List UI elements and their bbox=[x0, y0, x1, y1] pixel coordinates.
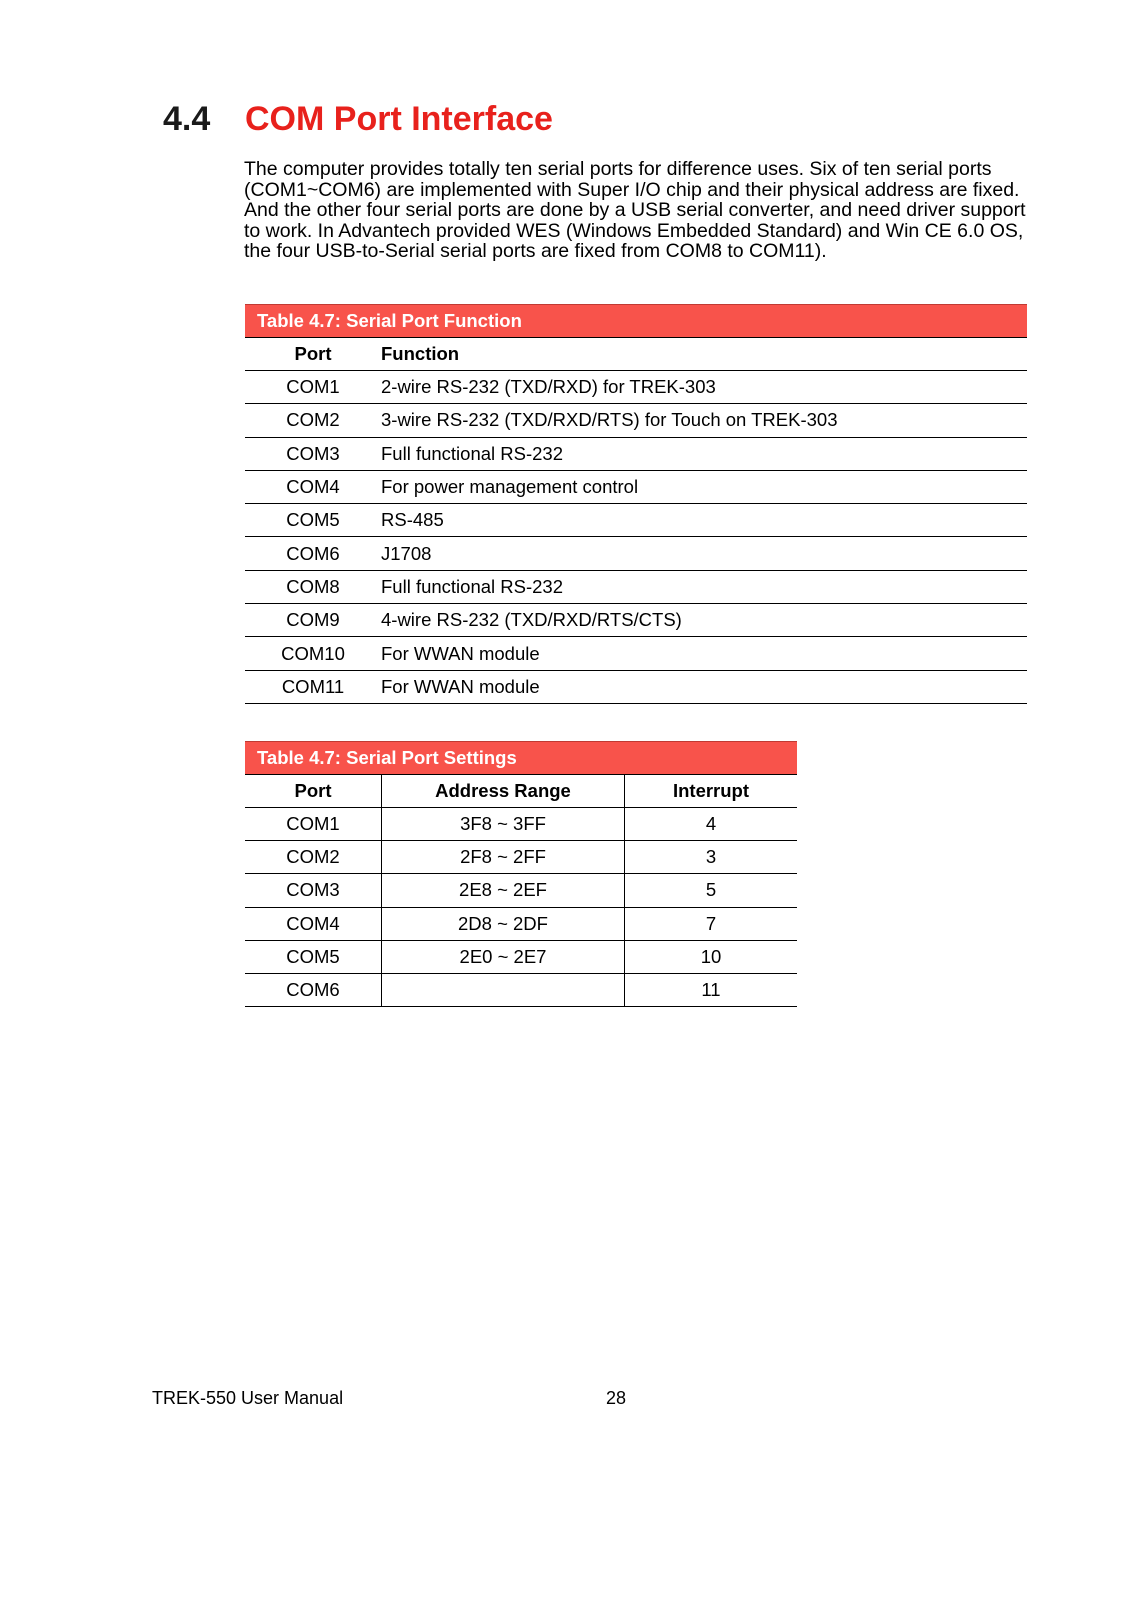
port-cell: COM6 bbox=[245, 537, 381, 570]
column-header-port: Port bbox=[245, 775, 382, 808]
port-cell: COM9 bbox=[245, 604, 381, 637]
interrupt-cell: 10 bbox=[625, 940, 798, 973]
intro-paragraph: The computer provides totally ten serial ports for difference uses. Six of ten serial ports (COM1~COM6) are implemented with Super I/O chip and their physical address are fixed. And the other four serial ports are done by a USB serial converter, and need driver support to work. In Advantech provided WES (Windows Embedded Standard) and Win CE 6.0 OS, the four USB-to-Serial serial ports are fixed from COM8 to COM11). bbox=[244, 158, 1026, 263]
port-cell: COM5 bbox=[245, 940, 382, 973]
table-row bbox=[245, 504, 1027, 537]
address-range-cell: 3F8 ~ 3FF bbox=[382, 808, 625, 841]
address-range-cell bbox=[382, 973, 625, 1006]
address-range-cell: 2E0 ~ 2E7 bbox=[382, 940, 625, 973]
port-cell: COM8 bbox=[245, 570, 381, 603]
address-range-cell: 2F8 ~ 2FF bbox=[382, 841, 625, 874]
interrupt-cell: 4 bbox=[625, 808, 798, 841]
column-header-interrupt: Interrupt bbox=[625, 775, 798, 808]
port-cell: COM3 bbox=[245, 874, 382, 907]
port-cell: COM11 bbox=[245, 670, 381, 703]
section-heading bbox=[163, 100, 553, 139]
table-row bbox=[245, 470, 1027, 503]
function-cell: Full functional RS-232 bbox=[381, 437, 1027, 470]
table-row bbox=[245, 371, 1027, 404]
table-row bbox=[245, 907, 797, 940]
function-cell: For power management control bbox=[381, 470, 1027, 503]
table-row bbox=[245, 404, 1027, 437]
function-cell: For WWAN module bbox=[381, 637, 1027, 670]
table-row bbox=[245, 940, 797, 973]
port-cell: COM5 bbox=[245, 504, 381, 537]
table-caption: Table 4.7: Serial Port Function bbox=[245, 305, 1027, 338]
function-cell: 2-wire RS-232 (TXD/RXD) for TREK-303 bbox=[381, 371, 1027, 404]
column-header-port: Port bbox=[245, 338, 381, 371]
table-row bbox=[245, 604, 1027, 637]
port-cell: COM3 bbox=[245, 437, 381, 470]
function-cell: For WWAN module bbox=[381, 670, 1027, 703]
footer-page-number: 28 bbox=[606, 1388, 627, 1408]
section-title: COM Port Interface bbox=[245, 100, 553, 138]
address-range-cell: 2E8 ~ 2EF bbox=[382, 874, 625, 907]
column-header-address-range: Address Range bbox=[382, 775, 625, 808]
table-row bbox=[245, 537, 1027, 570]
port-cell: COM4 bbox=[245, 470, 381, 503]
function-cell: J1708 bbox=[381, 537, 1027, 570]
function-cell: RS-485 bbox=[381, 504, 1027, 537]
address-range-cell: 2D8 ~ 2DF bbox=[382, 907, 625, 940]
interrupt-cell: 3 bbox=[625, 841, 798, 874]
table-row bbox=[245, 570, 1027, 603]
interrupt-cell: 7 bbox=[625, 907, 798, 940]
function-cell: 4-wire RS-232 (TXD/RXD/RTS/CTS) bbox=[381, 604, 1027, 637]
table-row bbox=[245, 637, 1027, 670]
table-row bbox=[245, 670, 1027, 703]
port-cell: COM4 bbox=[245, 907, 382, 940]
table-row bbox=[245, 973, 797, 1006]
interrupt-cell: 5 bbox=[625, 874, 798, 907]
port-cell: COM1 bbox=[245, 808, 382, 841]
port-cell: COM2 bbox=[245, 404, 381, 437]
table-row bbox=[245, 437, 1027, 470]
port-cell: COM1 bbox=[245, 371, 381, 404]
footer-manual-title: TREK-550 User Manual bbox=[152, 1388, 344, 1408]
section-number: 4.4 bbox=[163, 100, 211, 138]
table-row bbox=[245, 808, 797, 841]
interrupt-cell: 11 bbox=[625, 973, 798, 1006]
port-cell: COM2 bbox=[245, 841, 382, 874]
port-cell: COM10 bbox=[245, 637, 381, 670]
column-header-function: Function bbox=[381, 338, 1027, 371]
serial-port-function-table bbox=[245, 304, 1027, 704]
function-cell: 3-wire RS-232 (TXD/RXD/RTS) for Touch on TREK-303 bbox=[381, 404, 1027, 437]
table-caption: Table 4.7: Serial Port Settings bbox=[245, 742, 797, 775]
serial-port-settings-table bbox=[245, 741, 797, 1007]
table-row bbox=[245, 874, 797, 907]
table-row bbox=[245, 841, 797, 874]
function-cell: Full functional RS-232 bbox=[381, 570, 1027, 603]
port-cell: COM6 bbox=[245, 973, 382, 1006]
